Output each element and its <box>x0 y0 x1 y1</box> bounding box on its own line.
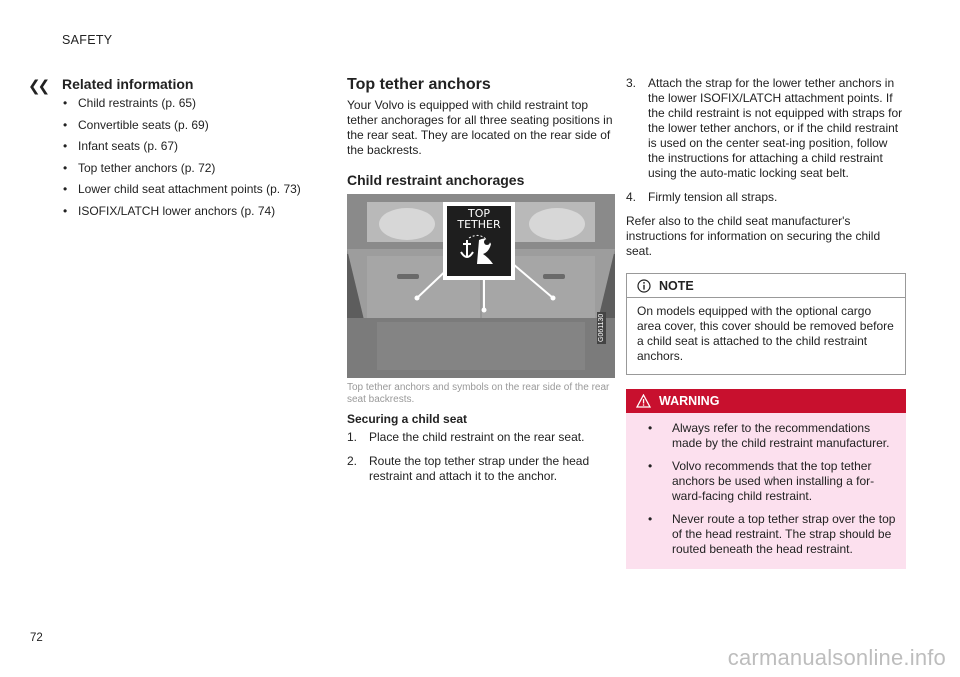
watermark: carmanualsonline.info <box>727 645 946 670</box>
bullet-icon: • <box>63 139 68 153</box>
refer-text: Refer also to the child seat manufacturer's instructions for information on securing the child seat. <box>626 214 881 258</box>
figure-code: G061130 <box>598 313 605 342</box>
continuation-column <box>626 76 906 569</box>
related-link[interactable]: • Lower child seat attachment points (p. 73) <box>63 182 301 196</box>
badge-line-1: TOP <box>467 207 490 220</box>
bullet-icon: • <box>63 203 68 218</box>
related-title: Related information <box>62 76 194 92</box>
bullet-icon: • <box>648 421 653 435</box>
article-intro: Your Volvo is equipped with child restraint top tether anchorages for all three seating positions in the rear seat. They are located on the rear side of the backrests. <box>347 98 613 157</box>
badge-line-2: TETHER <box>457 218 501 231</box>
anchorage-figure <box>347 194 615 378</box>
top-tether-badge <box>447 208 511 230</box>
figure-caption: Top tether anchors and symbols on the rear side of the rear seat backrests. <box>347 382 610 405</box>
warning-item: • Always refer to the recommendations made by the child restraint manufacturer. <box>648 421 890 450</box>
step-item: 4. Firmly tension all straps. <box>626 190 778 204</box>
page-number: 72 <box>30 632 43 644</box>
steps-list-b <box>626 76 906 205</box>
related-list <box>62 96 322 219</box>
warning-triangle-icon <box>636 394 651 408</box>
article-title: Top tether anchors <box>347 76 491 93</box>
bullet-icon: • <box>63 117 68 132</box>
step-item: 1. Place the child restraint on the rear seat. <box>347 430 585 444</box>
warning-item: • Volvo recommends that the top tether anchors be used when installing a for-ward-facing child restraint. <box>648 459 875 503</box>
bullet-icon: • <box>63 96 68 110</box>
related-information <box>62 76 322 225</box>
section-header: SAFETY <box>62 33 113 47</box>
note-header <box>627 274 905 298</box>
anchor-child-seat-icon <box>457 234 501 272</box>
related-link[interactable]: • Convertible seats (p. 69) <box>63 117 209 132</box>
steps-list-a <box>347 430 615 484</box>
note-box <box>626 273 906 375</box>
related-link[interactable]: • Child restraints (p. 65) <box>63 96 197 110</box>
warning-list <box>636 421 896 557</box>
info-icon <box>637 279 651 293</box>
warning-item: • Never route a top tether strap over the top of the head restraint. The strap should be routed beneath the head restraint. <box>648 512 896 556</box>
related-link[interactable]: • ISOFIX/LATCH lower anchors (p. 74) <box>63 203 276 218</box>
warning-header <box>626 389 906 413</box>
securing-title: Securing a child seat <box>347 412 468 426</box>
related-link[interactable]: • Top tether anchors (p. 72) <box>63 160 216 175</box>
related-link[interactable]: • Infant seats (p. 67) <box>63 139 179 153</box>
subsection-title: Child restraint anchorages <box>347 172 525 188</box>
warning-box <box>626 389 906 569</box>
bullet-icon: • <box>648 512 653 526</box>
note-text: On models equipped with the optional cargo area cover, this cover should be removed before a child seat is attached to the child restraint anchors. <box>637 304 894 363</box>
step-item: 2. Route the top tether strap under the head restraint and attach it to the anchor. <box>347 454 590 483</box>
back-chevrons-icon[interactable]: ❮❮ <box>28 78 48 95</box>
bullet-icon: • <box>63 182 68 196</box>
main-article <box>347 76 615 493</box>
warning-body <box>626 413 906 569</box>
bullet-icon: • <box>63 160 68 175</box>
bullet-icon: • <box>648 459 653 473</box>
note-title: NOTE <box>659 278 694 293</box>
warning-title: WARNING <box>659 394 720 408</box>
step-item: 3. Attach the strap for the lower tether anchors in the lower ISOFIX/LATCH attachment points. If the child restraint is not equipped with straps for the lower tether anchors, or if the child restraint is used on the center seat-ing position, follow the instructions for attaching a child restraint using the auto-matic locking seat belt. <box>626 76 903 180</box>
